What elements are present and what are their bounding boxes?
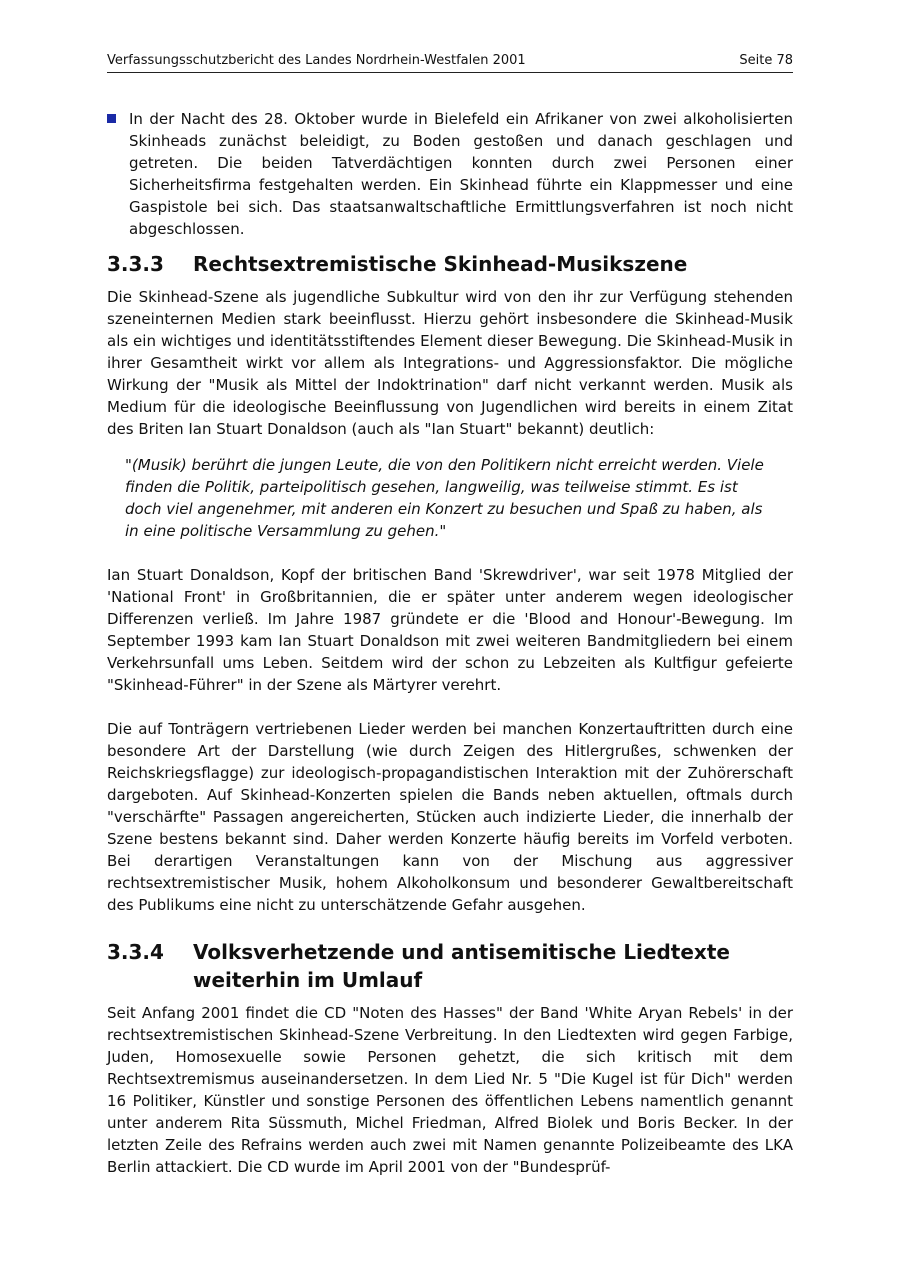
page-number: Seite 78 [739, 53, 793, 68]
page-content [107, 108, 793, 1178]
paragraph: Ian Stuart Donaldson, Kopf der britischen Band 'Skrewdriver', war seit 1978 Mitglied der 'National Front' in Großbritannien, die er später unter anderem wegen ideologischer Differenzen verließ. Im Jahre 1987 gründete er die 'Blood and Honour'-Bewegung. Im September 1993 kam Ian Stuart Donaldson mit zwei weiteren Bandmitgliedern bei einem Verkehrsunfall ums Leben. Seitdem wird der schon zu Lebzeiten als Kultfigur gefeierte "Skinhead-Führer" in der Szene als Märtyrer verehrt. [107, 566, 793, 694]
paragraph: Seit Anfang 2001 findet die CD "Noten des Hasses" der Band 'White Aryan Rebels' in der rechtsextremistischen Skinhead-Szene Verbreitung. In den Liedtexten wird gegen Farbige, Juden, Homosexuelle sowie Personen gehetzt, die sich kritisch mit dem Rechtsextremismus auseinandersetzen. In dem Lied Nr. 5 "Die Kugel ist für Dich" werden 16 Politiker, Künstler und sonstige Personen des öffentlichen Lebens namentlich genannt unter anderem Rita Süssmuth, Michel Friedman, Alfred Biolek und Boris Becker. In der letzten Zeile des Refrains werden auch zwei mit Namen genannte Polizeibeamte des LKA Berlin attackiert. Die CD wurde im April 2001 von der "Bundesprüf- [107, 1004, 793, 1176]
paragraph: Die Skinhead-Szene als jugendliche Subkultur wird von den ihr zur Verfügung stehenden szeneinternen Medien stark beeinflusst. Hierzu gehört insbesondere die Skinhead-Musik als ein wichtiges und identitätsstiftendes Element dieser Bewegung. Die Skinhead-Musik in ihrer Gesamtheit wirkt vor allem als Integrations- und Aggressionsfaktor. Die mögliche Wirkung der "Musik als Mittel der Indoktrination" darf nicht verkannt werden. Musik als Medium für die ideologische Beeinflussung von Jugendlichen wird bereits in einem Zitat des Briten Ian Stuart Donaldson (auch als "Ian Stuart" bekannt) deutlich: [107, 288, 793, 438]
section-heading-3-3-4 [107, 938, 793, 994]
square-bullet-icon [107, 114, 116, 123]
block-quote: "(Musik) berührt die jungen Leute, die von den Politikern nicht erreicht werden. Viele finden die Politik, parteipolitisch gesehen, langweilig, was teilweise stimmt. Es ist doch viel angenehmer, mit anderen ein Konzert zu besuchen und Spaß zu haben, als in eine politische Versammlung zu gehen." [125, 456, 764, 540]
bullet-list-item [107, 108, 793, 240]
section-number: 3.3.3 [107, 252, 164, 276]
section-heading-3-3-3 [107, 250, 793, 278]
section-title: Volksverhetzende und antisemitische Liedtexte weiterhin im Umlauf [193, 940, 730, 992]
section-title: Rechtsextremistische Skinhead-Musikszene [193, 252, 688, 276]
running-header [107, 52, 793, 73]
header-title: Verfassungsschutzbericht des Landes Nordrhein-Westfalen 2001 [107, 53, 526, 68]
bullet-text: In der Nacht des 28. Oktober wurde in Bielefeld ein Afrikaner von zwei alkoholisierten Skinheads zunächst beleidigt, zu Boden gestoßen und danach geschlagen und getreten. Die beiden Tatverdächtigen konnten durch zwei Personen einer Sicherheitsfirma festgehalten werden. Ein Skinhead führte ein Klappmesser und eine Gaspistole bei sich. Das staatsanwaltschaftliche Ermittlungsverfahren ist noch nicht abgeschlossen. [129, 110, 793, 238]
paragraph: Die auf Tonträgern vertriebenen Lieder werden bei manchen Konzertauftritten durch eine besondere Art der Darstellung (wie durch Zeigen des Hitlergrußes, schwenken der Reichskriegsflagge) zur ideologisch-propagandistischen Interaktion mit der Zuhörerschaft dargeboten. Auf Skinhead-Konzerten spielen die Bands neben aktuellen, oftmals durch "verschärfte" Passagen angereicherten, Stücken auch indizierte Lieder, die innerhalb der Szene bestens bekannt sind. Daher werden Konzerte häufig bereits im Vorfeld verboten. Bei derartigen Veranstaltungen kann von der Mischung aus aggressiver rechtsextremistischer Musik, hohem Alkoholkonsum und besonderer Gewaltbereitschaft des Publikums eine nicht zu unterschätzende Gefahr ausgehen. [107, 720, 793, 914]
section-number: 3.3.4 [107, 940, 164, 964]
